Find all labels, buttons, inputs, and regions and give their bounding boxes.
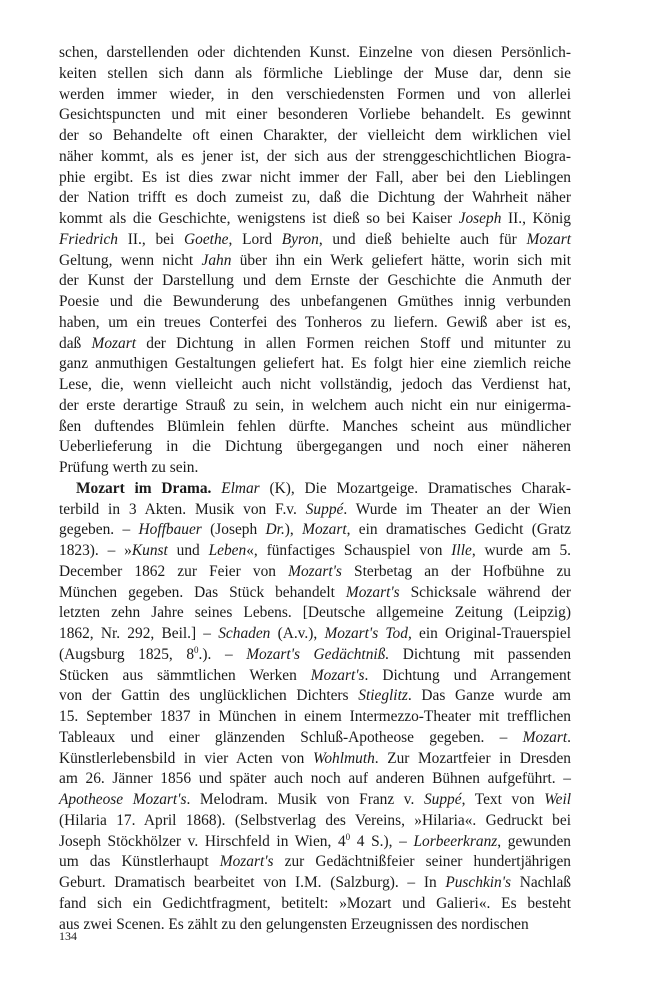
italic-text: Ille: [451, 542, 472, 559]
text-run: 1862, Nr. 292, Beil.] –: [59, 625, 219, 642]
text-run: , gewunden: [497, 832, 571, 850]
superscript: 0: [345, 831, 351, 842]
text-run: der erste derartige Strauß zu sein, in welchem auch nicht ein nur einigerma-: [59, 396, 571, 414]
text-run: ßen duftendes Blümlein fehlen dürfte. Manches scheint aus mündlicher: [59, 417, 571, 435]
text-line: [59, 230, 571, 251]
text-run: . Zur Mozartfeier in Dresden: [374, 749, 571, 767]
text-line: [59, 624, 571, 645]
text-run: terbild in 3 Akten. Musik von F.v.: [59, 500, 306, 518]
text-run: (Joseph: [201, 521, 266, 539]
text-run: um das Künstlerhaupt: [59, 853, 220, 871]
italic-text: Byron: [281, 230, 319, 248]
italic-text: Jahn: [201, 251, 232, 269]
text-line: [59, 811, 571, 832]
italic-text: Elmar: [221, 479, 260, 497]
italic-text: Suppé: [423, 791, 462, 808]
text-run: ganz anmuthigen Gestaltungen geliefert hat. Es folgt hier eine ziemlich reiche: [59, 355, 571, 373]
text-run: letzten zehn Jahre seines Lebens. [Deutsche allgemeine Zeitung (Leipzig): [59, 604, 571, 622]
text-run: II., König: [501, 210, 571, 227]
text-run: Sterbetag an der Hofbühne zu: [341, 562, 571, 580]
italic-text: Mozart's: [219, 853, 274, 871]
text-line: [59, 666, 571, 687]
text-line: [59, 603, 571, 624]
text-run: zur Gedächtnißfeier seiner hundertjährigen: [273, 853, 571, 871]
text-run: Stücken aus sämmtlichen Werken: [59, 666, 311, 684]
page-number: 134: [59, 929, 77, 943]
text-run: . Das Ganze wurde am: [407, 687, 571, 705]
text-line: [59, 334, 571, 355]
italic-text: Mozart: [526, 230, 571, 248]
italic-text: Leben: [208, 542, 247, 559]
text-run: der Nation trifft es doch zumeist zu, daß die Dichtung der Wahrheit näher: [59, 189, 571, 207]
text-run: Geltung, wenn nicht: [59, 251, 202, 269]
text-run: haben, um ein treues Conterfei des Tonheros zu liefern. Gewiß aber ist es,: [59, 313, 571, 331]
paragraph: [59, 43, 571, 479]
text-line: [59, 583, 571, 604]
italic-text: Friedrich: [59, 230, 118, 248]
text-line: [59, 707, 571, 728]
text-run: Poesie und die Bewunderung des unbefangenen Gmüthes innig verbunden: [59, 293, 571, 310]
text-run: (Hilaria 17. April 1868). (Selbstverlag des Vereins, »Hilaria«. Gedruckt bei: [59, 811, 571, 829]
text-line: [59, 500, 571, 521]
text-run: , und dieß behielte auch für: [318, 230, 527, 248]
text-line: [59, 520, 571, 541]
text-run: (Augsburg 1825, 8: [59, 645, 195, 663]
text-line: [59, 852, 571, 873]
text-line: [59, 271, 571, 292]
text-run: Dichtung mit passenden: [389, 645, 572, 663]
text-run: am 26. Jänner 1856 und später auch noch auf anderen Bühnen aufgeführt. –: [59, 770, 571, 788]
text-run: , ein Original-Trauerspiel: [407, 625, 571, 642]
text-run: von der Gattin des unglücklichen Dichters: [59, 687, 359, 705]
text-run: ),: [284, 521, 303, 539]
text-run: über ihn ein Werk geliefert hätte, worin sich mit: [231, 251, 571, 269]
text-run: (K), Die Mozartgeige. Dramatisches Charak-: [259, 479, 571, 497]
text-line: [59, 541, 571, 562]
text-line: [59, 790, 571, 811]
text-run: 15. September 1837 in München in einem Intermezzo-Theater mit trefflichen: [59, 708, 571, 725]
text-run: (A.v.),: [270, 625, 325, 642]
text-line: [59, 873, 571, 894]
italic-text: Mozart: [91, 334, 136, 352]
italic-text: Mozart: [302, 521, 347, 539]
italic-text: Puschkin's: [445, 874, 512, 891]
text-line: [59, 749, 571, 770]
italic-text: Mozart's Tod: [324, 625, 408, 642]
text-run: II., bei: [118, 230, 185, 248]
italic-text: Schaden: [218, 625, 271, 642]
italic-text: Suppé: [305, 500, 344, 518]
text-run: gegeben. –: [59, 521, 139, 539]
text-line: [59, 64, 571, 85]
paragraph: [59, 479, 571, 936]
text-run: .). –: [198, 645, 247, 663]
italic-text: Hoffbauer: [138, 521, 202, 539]
text-run: Joseph Stöckhölzer v. Hirschfeld in Wien, 4: [59, 832, 346, 850]
text-run: . Dichtung und Arrangement: [364, 666, 571, 684]
text-run: Gesichtspuncten und mit einer besonderen Vorliebe behandelt. Es gewinnt: [59, 106, 571, 124]
text-run: Künstlerlebensbild in vier Acten von: [59, 749, 313, 767]
text-run: keiten stellen sich dann als förmliche Lieblinge der Muse dar, denn sie: [59, 64, 571, 82]
text-run: näher kommt, als es jener ist, der sich aus der strenggeschichtlichen Biogra-: [59, 147, 571, 165]
text-line: [59, 437, 571, 458]
text-run: Schicksale während der: [399, 583, 572, 601]
text-run: werden immer wieder, in den verschiedensten Formen und von allerlei: [59, 85, 571, 103]
text-line: [59, 894, 571, 915]
text-line: [59, 562, 571, 583]
text-run: Prüfung werth zu sein.: [59, 459, 199, 476]
text-line: [59, 126, 571, 147]
text-run: phie ergibt. Es ist dies zwar nicht immer der Fall, aber bei den Lieblingen: [59, 168, 571, 186]
text-line: [59, 188, 571, 209]
italic-text: Mozart's Gedächtniß.: [246, 645, 390, 663]
text-line: [59, 728, 571, 749]
italic-text: Mozart's: [288, 562, 342, 580]
text-run: December 1862 zur Feier von: [59, 562, 289, 580]
text-line: [59, 645, 571, 666]
text-run: und: [167, 542, 209, 559]
text-line: [59, 479, 571, 500]
italic-text: Kunst: [131, 542, 168, 559]
text-run: . Melodram. Musik von Franz v.: [186, 791, 424, 808]
text-line: [59, 915, 571, 936]
text-run: Ueberlieferung in die Dichtung übergegangen und noch einer näheren: [59, 438, 571, 456]
text-run: Nachlaß: [511, 874, 571, 891]
text-line: [59, 313, 571, 334]
text-line: [59, 354, 571, 375]
text-run: , Lord: [228, 230, 282, 248]
text-line: [59, 417, 571, 438]
text-line: [59, 105, 571, 126]
text-run: , ein dramatisches Gedicht (Gratz: [346, 521, 572, 539]
text-run: 4 S.), –: [350, 832, 414, 850]
italic-text: Stieglitz: [358, 687, 408, 705]
text-run: daß: [59, 334, 92, 352]
text-run: der Dichtung in allen Formen reichen Stoff und mitunter zu: [135, 334, 571, 352]
text-line: [59, 251, 571, 272]
text-run: «, fünfactiges Schauspiel von: [246, 542, 452, 559]
text-line: [59, 85, 571, 106]
italic-text: Apotheose Mozart's: [59, 791, 187, 808]
italic-text: Weil: [544, 791, 571, 808]
text-line: [59, 396, 571, 417]
italic-text: Mozart: [522, 728, 568, 746]
text-run: [211, 480, 221, 497]
italic-text: Mozart's: [345, 583, 400, 601]
text-line: [59, 458, 571, 479]
text-line: [59, 292, 571, 313]
italic-text: Dr.: [265, 521, 285, 539]
text-line: [59, 769, 571, 790]
text-line: [59, 43, 571, 64]
text-run: fand sich ein Gedichtfragment, betitelt: »Mozart und Galieri«. Es besteht: [59, 894, 571, 912]
text-run: kommt als die Geschichte, wenigstens ist dieß so bei Kaiser: [59, 210, 459, 227]
italic-text: Mozart's: [310, 666, 365, 684]
text-run: Tableaux und einer glänzenden Schluß-Apotheose gegeben. –: [59, 728, 523, 746]
text-run: . Wurde im Theater an der Wien: [343, 500, 572, 518]
text-run: aus zwei Scenen. Es zählt zu den gelungensten Erzeugnissen des nordischen: [59, 915, 529, 933]
text-run: München gegeben. Das Stück behandelt: [59, 583, 346, 601]
text-run: schen, darstellenden oder dichtenden Kunst. Einzelne von diesen Persönlich-: [59, 44, 571, 61]
page-body: [59, 43, 571, 935]
text-run: .: [567, 728, 571, 746]
text-line: [59, 168, 571, 189]
italic-text: Lorbeerkranz: [413, 832, 498, 850]
text-run: der so Behandelte oft einen Charakter, der vielleicht dem wirklichen viel: [59, 127, 571, 144]
text-run: Geburt. Dramatisch bearbeitet von I.M. (Salzburg). – In: [59, 874, 446, 891]
text-run: Lese, die, wenn vielleicht auch nicht vollständig, jedoch das Verdienst hat,: [59, 376, 571, 393]
text-run: 1823). – »: [59, 542, 132, 559]
italic-text: Wohlmuth: [312, 749, 375, 767]
text-line: [59, 832, 571, 853]
italic-text: Goethe: [184, 230, 229, 248]
text-run: , Text von: [461, 791, 545, 808]
text-run: , wurde am 5.: [471, 542, 572, 559]
text-line: [59, 147, 571, 168]
superscript: 0: [194, 644, 199, 655]
italic-text: Joseph: [458, 210, 502, 227]
text-line: [59, 686, 571, 707]
text-run: der Kunst der Darstellung und dem Ernste der Geschichte die Anmuth der: [59, 272, 571, 290]
text-line: [59, 375, 571, 396]
run-in-heading: Mozart im Drama.: [76, 479, 212, 497]
text-line: [59, 209, 571, 230]
